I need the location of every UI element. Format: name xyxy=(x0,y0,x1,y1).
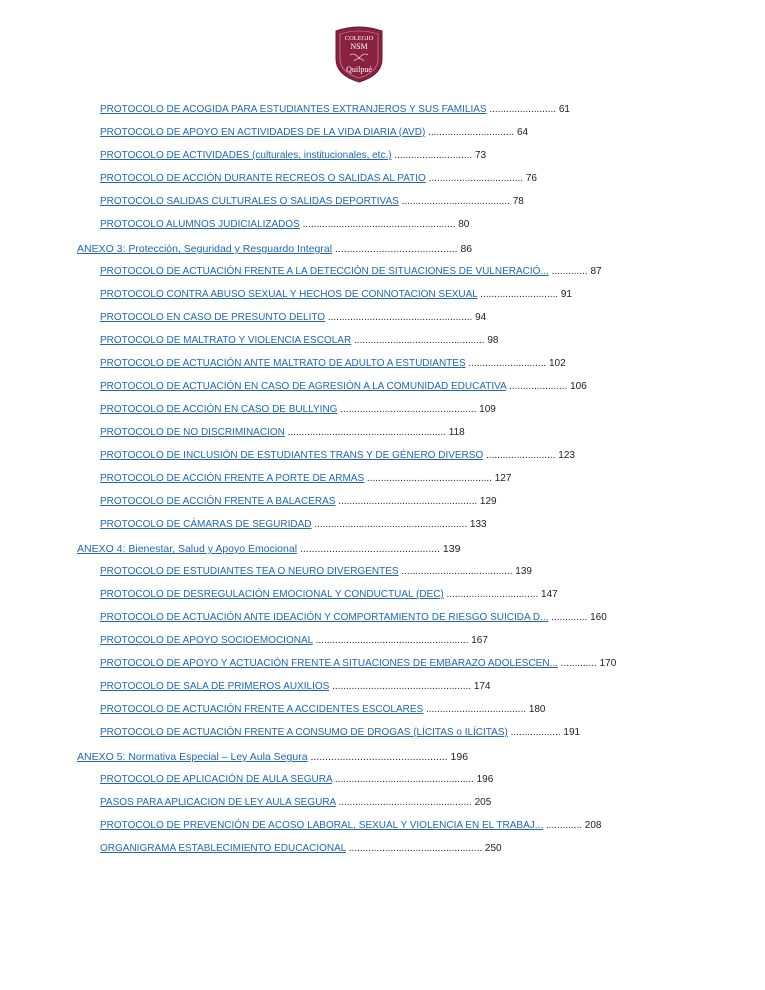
toc-dot-leader: ............................... xyxy=(428,127,515,138)
toc-dot-leader: ............................ xyxy=(480,289,559,300)
toc-annex-entry[interactable] xyxy=(0,542,765,566)
toc-entry[interactable] xyxy=(0,726,765,749)
toc-dot-leader: ....................................................... xyxy=(315,635,469,646)
toc-dot-leader: ............................ xyxy=(468,358,547,369)
toc-dot-leader: ........................................ xyxy=(401,566,513,577)
toc-dot-leader: ............................................... xyxy=(353,335,485,346)
toc-entry-link[interactable]: ANEXO 3: Protección, Seguridad y Resguardo Integral xyxy=(77,243,333,255)
toc-entry[interactable] xyxy=(0,103,765,126)
toc-entry[interactable] xyxy=(0,311,765,334)
toc-entry[interactable] xyxy=(0,449,765,472)
toc-entry[interactable] xyxy=(0,842,765,865)
toc-dot-leader: ............................................. xyxy=(366,473,492,484)
toc-entry-link[interactable]: PROTOCOLO DE APOYO SOCIOEMOCIONAL xyxy=(100,635,313,646)
toc-entry-link[interactable]: PROTOCOLO DE MALTRATO Y VIOLENCIA ESCOLAR xyxy=(100,335,352,346)
toc-entry[interactable] xyxy=(0,703,765,726)
toc-page-number: 109 xyxy=(479,404,496,415)
toc-dot-leader: .......................................... xyxy=(334,243,458,255)
toc-page-number: 208 xyxy=(584,820,602,831)
toc-entry-link[interactable]: PROTOCOLO DE ACCIÓN FRENTE A PORTE DE ARMAS xyxy=(100,473,365,484)
crest-shield-icon xyxy=(332,25,386,83)
toc-page-number: 170 xyxy=(599,658,617,669)
toc-entry-link[interactable]: ORGANIGRAMA ESTABLECIMIENTO EDUCACIONAL xyxy=(100,843,346,854)
toc-dot-leader: .................................................. xyxy=(338,496,478,507)
crest-line2: NSM xyxy=(350,42,368,51)
toc-entry-link[interactable]: PROTOCOLO DE INCLUSIÓN DE ESTUDIANTES TRANS Y DE GÉNERO DIVERSO xyxy=(100,450,484,461)
toc-entry[interactable] xyxy=(0,426,765,449)
toc-entry-link[interactable]: PROTOCOLO DE APOYO EN ACTIVIDADES DE LA VIDA DIARIA (AVD) xyxy=(100,127,426,138)
toc-dot-leader: ............. xyxy=(551,612,588,623)
toc-entry[interactable] xyxy=(0,518,765,541)
toc-page-number: 196 xyxy=(476,774,494,785)
toc-entry[interactable] xyxy=(0,819,765,842)
toc-page-number: 98 xyxy=(487,335,499,346)
toc-entry[interactable] xyxy=(0,357,765,380)
toc-dot-leader: ............. xyxy=(545,820,583,831)
toc-dot-leader: .................................................. xyxy=(332,681,472,692)
toc-page-number: 205 xyxy=(474,797,492,808)
toc-page-number: 80 xyxy=(458,219,470,230)
toc-page-number: 174 xyxy=(473,681,491,692)
toc-dot-leader: ..................... xyxy=(508,381,568,392)
toc-page-number: 78 xyxy=(512,196,524,207)
toc-entry-link[interactable]: PROTOCOLO DE ACCIÓN DURANTE RECREOS O SALIDAS AL PATIO xyxy=(100,173,426,184)
toc-entry[interactable] xyxy=(0,149,765,172)
table-of-contents xyxy=(0,103,765,865)
toc-entry-link[interactable]: PROTOCOLO DE ACCIÓN FRENTE A BALACERAS xyxy=(100,496,336,507)
toc-dot-leader: ....................................... xyxy=(401,196,510,207)
toc-entry-link[interactable]: PROTOCOLO SALIDAS CULTURALES O SALIDAS DEPORTIVAS xyxy=(100,196,399,207)
crest-line1: COLEGIO xyxy=(344,35,374,42)
toc-dot-leader: ............................ xyxy=(394,150,473,161)
toc-entry-link[interactable]: ANEXO 5: Normativa Especial – Ley Aula Segura xyxy=(77,751,308,763)
crest-line3: Quilpué xyxy=(346,65,372,74)
toc-page-number: 87 xyxy=(590,266,602,277)
toc-page-number: 250 xyxy=(484,843,502,854)
toc-dot-leader: .................................. xyxy=(428,173,524,184)
toc-entry-link[interactable]: PROTOCOLO DE ACTUACIÓN FRENTE A ACCIDENTES ESCOLARES xyxy=(100,704,424,715)
toc-entry-link[interactable]: ANEXO 4: Bienestar, Salud y Apoyo Emocional xyxy=(77,543,298,555)
toc-dot-leader: ............. xyxy=(560,658,597,669)
toc-dot-leader: ................................................ xyxy=(348,843,483,854)
toc-dot-leader: .................. xyxy=(510,727,561,738)
toc-entry[interactable] xyxy=(0,588,765,611)
toc-dot-leader: ............. xyxy=(551,266,588,277)
toc-dot-leader: ............................................... xyxy=(310,751,448,763)
toc-entry-link[interactable]: PROTOCOLO DE ACCIÓN EN CASO DE BULLYING xyxy=(100,404,338,415)
toc-entry-link[interactable]: PROTOCOLO DE APLICACIÓN DE AULA SEGURA xyxy=(100,774,333,785)
toc-entry[interactable] xyxy=(0,611,765,634)
toc-page-number: 147 xyxy=(541,589,558,600)
toc-entry[interactable] xyxy=(0,265,765,288)
toc-dot-leader: ........................ xyxy=(489,104,557,115)
toc-entry-link[interactable]: PROTOCOLO DE ACOGIDA PARA ESTUDIANTES EXTRANJEROS Y SUS FAMILIAS xyxy=(100,104,487,115)
toc-entry-link[interactable]: PROTOCOLO DE PREVENCIÓN DE ACOSO LABORAL, SEXUAL Y VIOLENCIA EN EL TRABAJ... xyxy=(100,820,544,831)
toc-entry[interactable] xyxy=(0,195,765,218)
toc-entry-link[interactable]: PROTOCOLO DE DESREGULACIÓN EMOCIONAL Y CONDUCTUAL (DEC) xyxy=(100,589,444,600)
toc-entry[interactable] xyxy=(0,657,765,680)
toc-entry[interactable] xyxy=(0,403,765,426)
toc-page-number: 160 xyxy=(590,612,607,623)
toc-dot-leader: ......................................................... xyxy=(287,427,446,438)
toc-entry[interactable] xyxy=(0,796,765,819)
toc-annex-entry[interactable] xyxy=(0,242,765,266)
toc-entry[interactable] xyxy=(0,334,765,357)
toc-entry-link[interactable]: PROTOCOLO DE NO DISCRIMINACION xyxy=(100,427,285,438)
toc-entry-link[interactable]: PROTOCOLO DE ACTUACIÓN EN CASO DE AGRESIÓN A LA COMUNIDAD EDUCATIVA xyxy=(100,381,507,392)
toc-entry-link[interactable]: PROTOCOLO DE ACTUACIÓN FRENTE A LA DETECCIÓN DE SITUACIONES DE VULNERACIÓ... xyxy=(100,266,549,277)
toc-page-number: 139 xyxy=(442,543,461,555)
toc-dot-leader: ......................... xyxy=(486,450,556,461)
toc-page-number: 123 xyxy=(558,450,575,461)
toc-entry[interactable] xyxy=(0,218,765,241)
toc-entry[interactable] xyxy=(0,495,765,518)
toc-annex-entry[interactable] xyxy=(0,750,765,774)
toc-entry[interactable] xyxy=(0,634,765,657)
toc-entry-link[interactable]: PROTOCOLO ALUMNOS JUDICIALIZADOS xyxy=(100,219,300,230)
toc-dot-leader: .................................................. xyxy=(334,774,474,785)
toc-entry-link[interactable]: PROTOCOLO EN CASO DE PRESUNTO DELITO xyxy=(100,312,326,323)
toc-dot-leader: ................................................ xyxy=(299,543,440,555)
toc-page-number: 106 xyxy=(570,381,587,392)
toc-page-number: 129 xyxy=(479,496,497,507)
toc-entry[interactable] xyxy=(0,773,765,796)
toc-dot-leader: .................................... xyxy=(426,704,527,715)
toc-page-number: 133 xyxy=(469,519,487,530)
toc-dot-leader: .................................................... xyxy=(327,312,473,323)
toc-entry[interactable] xyxy=(0,680,765,703)
toc-page-number: 196 xyxy=(450,751,469,763)
toc-page-number: 64 xyxy=(516,127,529,138)
toc-dot-leader: ....................................................... xyxy=(314,519,468,530)
toc-page-number: 191 xyxy=(563,727,581,738)
toc-entry-link[interactable]: PROTOCOLO DE ACTIVIDADES (culturales, institucionales, etc.) xyxy=(100,150,392,161)
toc-entry-link[interactable]: PROTOCOLO CONTRA ABUSO SEXUAL Y HECHOS DE CONNOTACION SEXUAL xyxy=(100,289,478,300)
toc-page-number: 76 xyxy=(525,173,537,184)
toc-page-number: 86 xyxy=(460,243,473,255)
toc-entry-link[interactable]: PASOS PARA APLICACION DE LEY AULA SEGURA xyxy=(100,797,336,808)
toc-entry-link[interactable]: PROTOCOLO DE ACTUACIÓN ANTE MALTRATO DE ADULTO A ESTUDIANTES xyxy=(100,358,466,369)
toc-page-number: 118 xyxy=(448,427,465,438)
toc-entry[interactable] xyxy=(0,565,765,588)
toc-entry[interactable] xyxy=(0,380,765,403)
school-crest-logo xyxy=(332,25,386,83)
toc-entry-link[interactable]: PROTOCOLO DE SALA DE PRIMEROS AUXILIOS xyxy=(100,681,330,692)
toc-page-number: 73 xyxy=(474,150,487,161)
toc-dot-leader: ....................................................... xyxy=(302,219,456,230)
toc-entry-link[interactable]: PROTOCOLO DE ACTUACIÓN ANTE IDEACIÓN Y COMPORTAMIENTO DE RIESGO SUICIDA D... xyxy=(100,612,549,623)
toc-entry[interactable] xyxy=(0,288,765,311)
toc-dot-leader: ................................................. xyxy=(340,404,477,415)
toc-page-number: 127 xyxy=(494,473,512,484)
toc-entry[interactable] xyxy=(0,472,765,495)
toc-dot-leader: ................................. xyxy=(446,589,539,600)
toc-page-number: 94 xyxy=(475,312,487,323)
toc-page-number: 180 xyxy=(528,704,546,715)
toc-page-number: 139 xyxy=(515,566,532,577)
toc-entry[interactable] xyxy=(0,126,765,149)
toc-page-number: 167 xyxy=(471,635,488,646)
toc-page-number: 91 xyxy=(560,289,572,300)
toc-page-number: 61 xyxy=(558,104,570,115)
toc-entry-link[interactable]: PROTOCOLO DE ACTUACIÓN FRENTE A CONSUMO DE DROGAS (LÍCITAS o ILÍCITAS) xyxy=(100,727,508,738)
toc-entry-link[interactable]: PROTOCOLO DE APOYO Y ACTUACIÓN FRENTE A SITUACIONES DE EMBARAZO ADOLESCEN... xyxy=(100,658,558,669)
toc-dot-leader: ................................................ xyxy=(338,797,472,808)
toc-entry-link[interactable]: PROTOCOLO DE ESTUDIANTES TEA O NEURO DIVERGENTES xyxy=(100,566,399,577)
toc-page-number: 102 xyxy=(549,358,566,369)
toc-entry-link[interactable]: PROTOCOLO DE CÁMARAS DE SEGURIDAD xyxy=(100,519,312,530)
toc-entry[interactable] xyxy=(0,172,765,195)
